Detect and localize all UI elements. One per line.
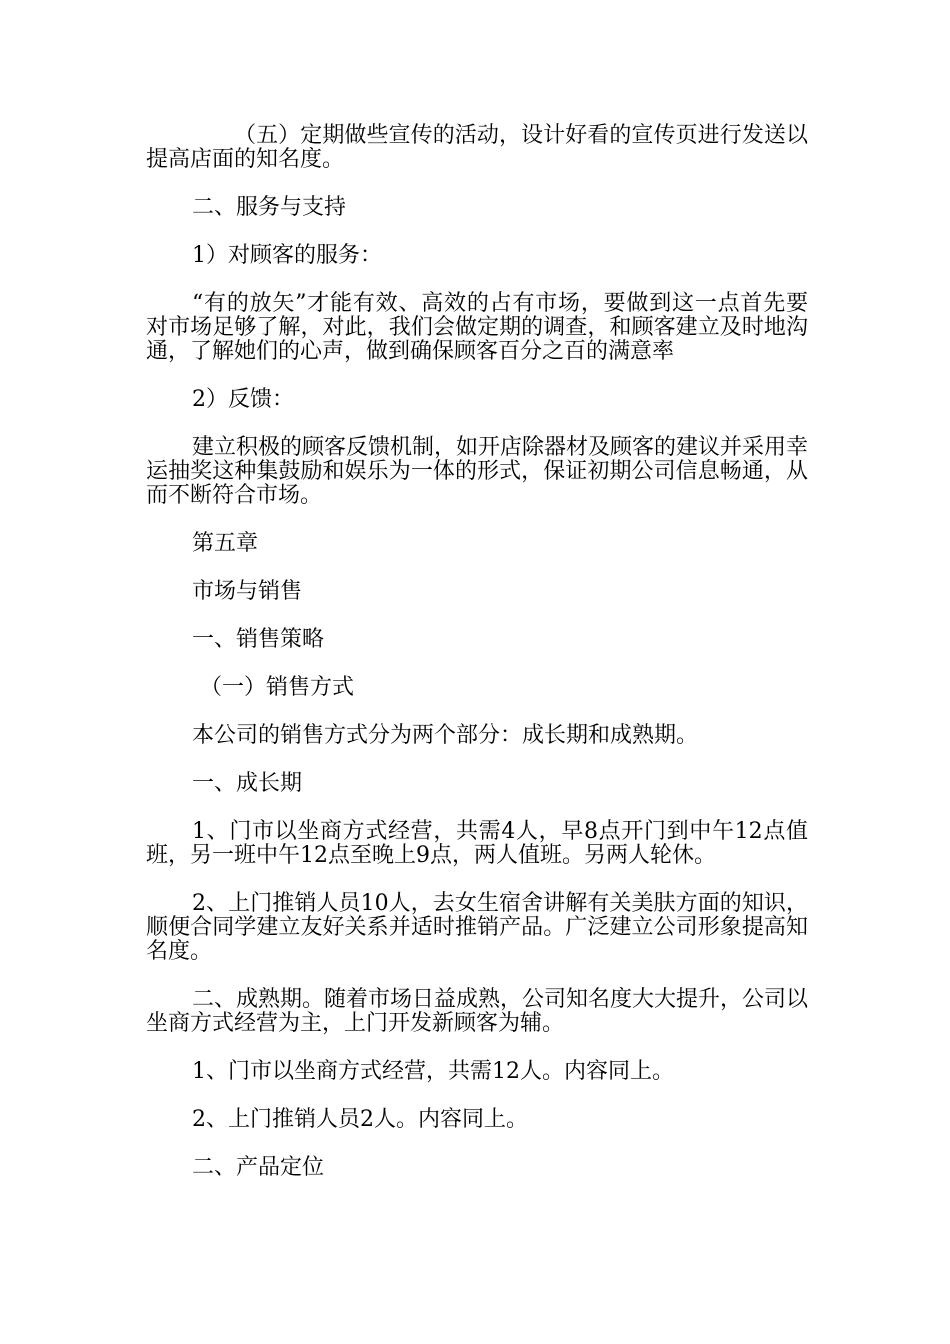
subheading-feedback: 2）反馈： (192, 387, 294, 412)
paragraph-mature-store: 1、门市以坐商方式经营，共需12人。内容同上。 (192, 1059, 674, 1084)
paragraph-customer-service: “有的放矢”才能有效、高效的占有市场，要做到这一点首先要对市场足够了解，对此，我们会做定期的调查，和顾客建立及时地沟通，了解她们的心声，做到确保顾客百分之百的满意率 (146, 291, 808, 364)
heading-growth-stage: 一、成长期 (192, 771, 303, 796)
document-body (146, 124, 808, 1204)
heading-service-support: 二、服务与支持 (192, 195, 347, 220)
paragraph-growth-store: 1、门市以坐商方式经营，共需4人，早8点开门到中午12点值班，另一班中午12点至晚上9点，两人值班。另两人轮休。 (146, 819, 808, 868)
paragraph-promotion: （五）定期做些宣传的活动，设计好看的宣传页进行发送以提高店面的知名度。 (146, 123, 808, 172)
paragraph-feedback: 建立积极的顾客反馈机制，如开店除器材及顾客的建议并采用幸运抽奖这种集鼓励和娱乐为一体的形式，保证初期公司信息畅通，从而不断符合市场。 (146, 435, 809, 508)
paragraph-sales-method: 本公司的销售方式分为两个部分：成长期和成熟期。 (192, 723, 699, 748)
chapter-subtitle: 市场与销售 (192, 579, 303, 604)
paragraph-mature-stage: 二、成熟期。随着市场日益成熟，公司知名度大大提升，公司以坐商方式经营为主，上门开发新顾客为辅。 (146, 987, 809, 1036)
subheading-customer-service: 1）对顾客的服务： (192, 243, 382, 268)
paragraph-growth-door-sales: 2、上门推销人员10人，去女生宿舍讲解有关美肤方面的知识，顺便合同学建立友好关系并适时推销产品。广泛建立公司形象提高知名度。 (146, 891, 808, 964)
heading-sales-strategy: 一、销售策略 (192, 627, 325, 652)
subheading-sales-method: （一）销售方式 (200, 675, 355, 700)
chapter-title: 第五章 (192, 531, 259, 556)
paragraph-mature-door-sales: 2、上门推销人员2人。内容同上。 (192, 1107, 528, 1132)
heading-product-positioning: 二、产品定位 (192, 1155, 325, 1180)
